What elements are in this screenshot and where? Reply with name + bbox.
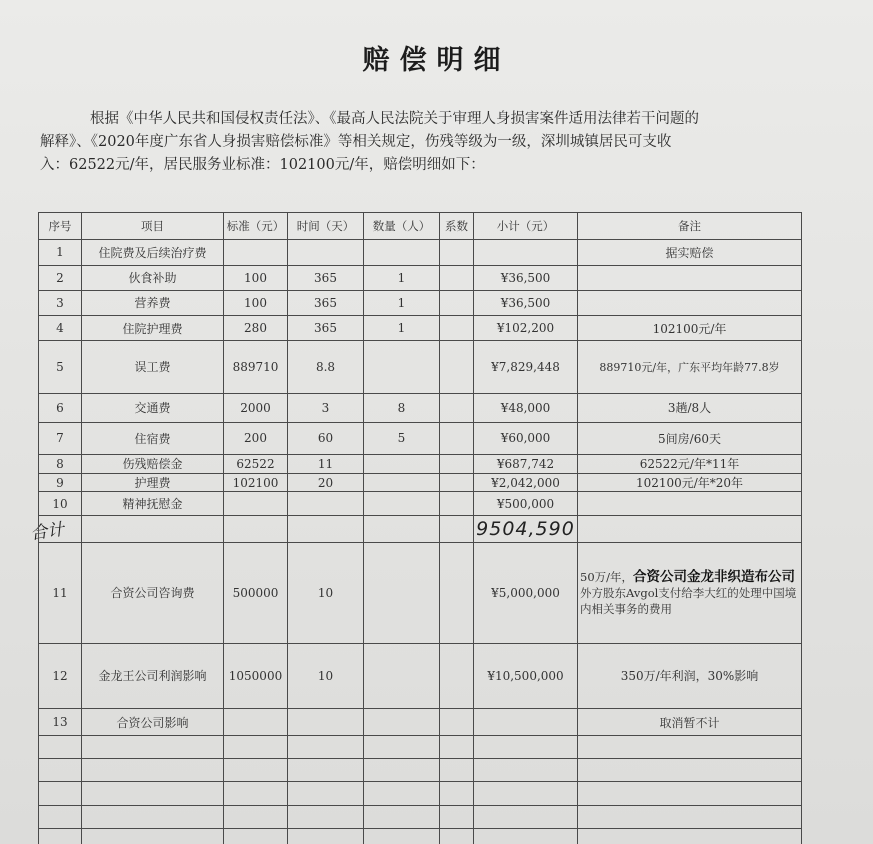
cell-standard: 200 xyxy=(224,423,288,455)
cell-item: 伙食补助 xyxy=(82,265,224,290)
cell-standard: 100 xyxy=(224,265,288,290)
note-suffix: 外方股东Avgol支付给李大红的处理中国境内相关事务的费用 xyxy=(580,585,797,616)
cell-standard xyxy=(224,492,288,515)
cell-no: 1 xyxy=(39,240,82,265)
cell-item: 伤残赔偿金 xyxy=(82,454,224,473)
cell-subtotal xyxy=(474,240,578,265)
cell-note: 据实赔偿 xyxy=(578,240,802,265)
cell-qty xyxy=(364,341,440,394)
cell-note xyxy=(578,492,802,515)
cell-standard: 500000 xyxy=(224,542,288,643)
table-row xyxy=(39,341,802,394)
cell-note: 102100元/年*20年 xyxy=(578,473,802,492)
header-qty: 数量（人） xyxy=(364,213,440,240)
cell-coef xyxy=(440,341,474,394)
cell-subtotal: ¥36,500 xyxy=(474,290,578,315)
cell-item: 护理费 xyxy=(82,473,224,492)
table-row xyxy=(39,454,802,473)
cell-qty: 8 xyxy=(364,393,440,422)
cell-coef xyxy=(440,393,474,422)
intro-paragraph xyxy=(40,108,840,177)
compensation-table xyxy=(38,212,802,844)
note-bold: 合资公司金龙非织造布公司 xyxy=(633,568,796,585)
cell-coef xyxy=(440,423,474,455)
cell-item: 合资公司影响 xyxy=(82,708,224,735)
cell-item: 住宿费 xyxy=(82,423,224,455)
cell-subtotal: ¥2,042,000 xyxy=(474,473,578,492)
cell-note: 取消暂不计 xyxy=(578,708,802,735)
cell-coef xyxy=(440,265,474,290)
cell-time: 10 xyxy=(288,542,364,643)
cell-note: 350万/年利润，30%影响 xyxy=(578,643,802,708)
cell-no: 13 xyxy=(39,708,82,735)
cell-time: 365 xyxy=(288,265,364,290)
cell-item: 营养费 xyxy=(82,290,224,315)
cell-qty xyxy=(364,240,440,265)
table-row xyxy=(39,240,802,265)
cell-no: 4 xyxy=(39,315,82,340)
cell-time: 60 xyxy=(288,423,364,455)
header-coef: 系数 xyxy=(440,213,474,240)
cell-no: 8 xyxy=(39,454,82,473)
table-header-row xyxy=(39,213,802,240)
header-subtotal: 小计（元） xyxy=(474,213,578,240)
table-row xyxy=(39,423,802,455)
cell-qty: 1 xyxy=(364,290,440,315)
cell-no: 12 xyxy=(39,643,82,708)
handwritten-total-label: 合计 xyxy=(29,519,66,545)
cell-item: 合资公司咨询费 xyxy=(82,542,224,643)
table-row xyxy=(39,542,802,643)
intro-line-2: 解释》、《2020年度广东省人身损害赔偿标准》等相关规定，伤残等级为一级，深圳城镇居民可支收 xyxy=(40,134,672,150)
cell-note: 3趟/8人 xyxy=(578,393,802,422)
table-row xyxy=(39,643,802,708)
cell-subtotal: ¥500,000 xyxy=(474,492,578,515)
table-row xyxy=(39,708,802,735)
cell-qty xyxy=(364,473,440,492)
table-row xyxy=(39,290,802,315)
cell-qty: 1 xyxy=(364,315,440,340)
cell-item: 住院护理费 xyxy=(82,315,224,340)
cell-note: 5间房/60天 xyxy=(578,423,802,455)
cell-coef xyxy=(440,240,474,265)
header-note: 备注 xyxy=(578,213,802,240)
cell-time: 10 xyxy=(288,643,364,708)
cell-item: 交通费 xyxy=(82,393,224,422)
header-time: 时间（天） xyxy=(288,213,364,240)
cell-time: 20 xyxy=(288,473,364,492)
cell-standard: 102100 xyxy=(224,473,288,492)
cell-item: 误工费 xyxy=(82,341,224,394)
cell-subtotal: ¥687,742 xyxy=(474,454,578,473)
cell-coef xyxy=(440,315,474,340)
empty-row xyxy=(39,782,802,805)
table-row xyxy=(39,492,802,515)
cell-standard xyxy=(224,240,288,265)
cell-no: 3 xyxy=(39,290,82,315)
empty-row xyxy=(39,805,802,828)
note-prefix: 50万/年， xyxy=(580,569,634,584)
cell-no: 6 xyxy=(39,393,82,422)
cell-standard: 280 xyxy=(224,315,288,340)
cell-no: 11 xyxy=(39,542,82,643)
cell-item: 精神抚慰金 xyxy=(82,492,224,515)
cell-subtotal: ¥10,500,000 xyxy=(474,643,578,708)
table-row xyxy=(39,473,802,492)
cell-qty: 5 xyxy=(364,423,440,455)
cell-qty xyxy=(364,454,440,473)
cell-subtotal: ¥102,200 xyxy=(474,315,578,340)
cell-time: 8.8 xyxy=(288,341,364,394)
cell-subtotal: ¥7,829,448 xyxy=(474,341,578,394)
handwritten-total-value: 9504,590 xyxy=(476,517,575,540)
table-row xyxy=(39,393,802,422)
cell-no: 2 xyxy=(39,265,82,290)
cell-standard: 889710 xyxy=(224,341,288,394)
cell-coef xyxy=(440,492,474,515)
cell-qty: 1 xyxy=(364,265,440,290)
intro-line-3: 入：62522元/年，居民服务业标准：102100元/年，赔偿明细如下： xyxy=(40,157,485,173)
cell-time xyxy=(288,492,364,515)
header-standard: 标准（元） xyxy=(224,213,288,240)
cell-no: 5 xyxy=(39,341,82,394)
header-item: 项目 xyxy=(82,213,224,240)
cell-item: 住院费及后续治疗费 xyxy=(82,240,224,265)
handwritten-total-row xyxy=(39,515,802,542)
cell-time: 3 xyxy=(288,393,364,422)
cell-no: 10 xyxy=(39,492,82,515)
cell-coef xyxy=(440,473,474,492)
cell-coef xyxy=(440,454,474,473)
cell-standard: 62522 xyxy=(224,454,288,473)
cell-subtotal: ¥36,500 xyxy=(474,265,578,290)
cell-no: 9 xyxy=(39,473,82,492)
cell-note: 62522元/年*11年 xyxy=(578,454,802,473)
empty-row xyxy=(39,828,802,844)
cell-no: 7 xyxy=(39,423,82,455)
cell-standard: 100 xyxy=(224,290,288,315)
cell-note xyxy=(578,265,802,290)
cell-note xyxy=(578,290,802,315)
header-no: 序号 xyxy=(39,213,82,240)
cell-note xyxy=(578,542,802,643)
document-title: 赔偿明细 xyxy=(362,45,511,76)
intro-line-1: 根据《中华人民共和国侵权责任法》、《最高人民法院关于审理人身损害案件适用法律若干问题的 xyxy=(90,111,699,127)
cell-subtotal: ¥60,000 xyxy=(474,423,578,455)
cell-note: 889710元/年，广东平均年龄77.8岁 xyxy=(578,341,802,394)
cell-standard: 2000 xyxy=(224,393,288,422)
cell-subtotal: ¥48,000 xyxy=(474,393,578,422)
cell-note: 102100元/年 xyxy=(578,315,802,340)
table-row xyxy=(39,265,802,290)
cell-item: 金龙王公司利润影响 xyxy=(82,643,224,708)
cell-standard: 1050000 xyxy=(224,643,288,708)
table-row xyxy=(39,315,802,340)
empty-row xyxy=(39,736,802,759)
cell-time: 365 xyxy=(288,315,364,340)
empty-row xyxy=(39,759,802,782)
cell-qty xyxy=(364,492,440,515)
cell-coef xyxy=(440,290,474,315)
cell-subtotal: ¥5,000,000 xyxy=(474,542,578,643)
cell-time xyxy=(288,240,364,265)
cell-time: 365 xyxy=(288,290,364,315)
cell-time: 11 xyxy=(288,454,364,473)
